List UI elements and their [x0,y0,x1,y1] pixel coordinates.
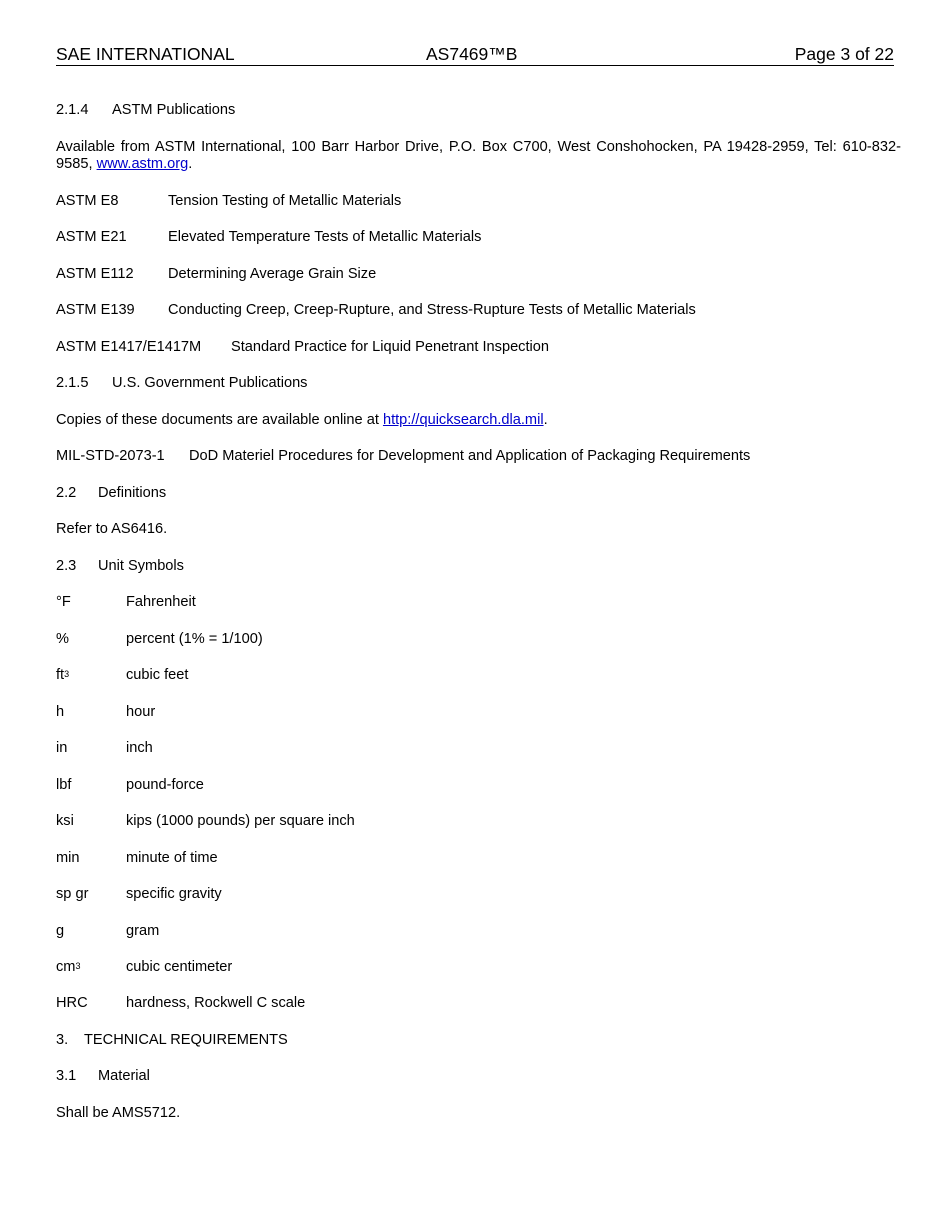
unit-row [56,923,160,940]
section-number: 2.1.4 [56,102,89,118]
unit-description: minute of time [126,850,218,866]
unit-row [56,594,196,611]
section-2-2-heading [56,485,167,502]
reference-row [56,266,377,283]
unit-row [56,631,263,648]
section-title: Material [98,1068,150,1084]
reference-title: Tension Testing of Metallic Materials [168,193,402,209]
section-2-1-5-heading [56,375,308,392]
header-org: SAE INTERNATIONAL [56,44,235,64]
unit-symbol: lbf [56,777,72,793]
reference-title: DoD Materiel Procedures for Development and Application of Packaging Requirements [189,448,751,464]
unit-row [56,777,204,794]
section-title: Definitions [98,485,167,501]
reference-code: ASTM E112 [56,266,134,282]
unit-description: cubic feet [126,667,189,683]
section-title: Unit Symbols [98,558,184,574]
reference-title: Determining Average Grain Size [168,266,377,282]
reference-title: Elevated Temperature Tests of Metallic Materials [168,229,482,245]
reference-title: Conducting Creep, Creep-Rupture, and Stress-Rupture Tests of Metallic Materials [168,302,696,318]
unit-description: gram [126,923,160,939]
unit-description: specific gravity [126,886,222,902]
unit-row [56,704,156,721]
unit-row [56,886,222,903]
unit-symbol: in [56,740,68,756]
unit-row [56,740,153,757]
unit-symbol: min [56,850,80,866]
reference-code: ASTM E139 [56,302,135,318]
unit-symbol: % [56,631,69,647]
unit-description: hardness, Rockwell C scale [126,995,306,1011]
material-text: Shall be AMS5712. [56,1105,181,1121]
unit-row [56,959,233,976]
unit-description: hour [126,704,156,720]
section-number: 2.3 [56,558,77,574]
reference-title: Standard Practice for Liquid Penetrant Inspection [231,339,550,355]
unit-description: kips (1000 pounds) per square inch [126,813,355,829]
reference-code: MIL-STD-2073-1 [56,448,165,464]
section-3-1-heading [56,1068,150,1085]
unit-row [56,995,306,1012]
reference-row [56,193,402,210]
astm-availability-paragraph: Available from ASTM International, 100 Barr Harbor Drive, P.O. Box C700, West Conshohocken, PA 19428-2959, Tel: 610-832-9585, www.astm.org. [56,139,901,172]
unit-description: cubic centimeter [126,959,233,975]
section-number: 3.1 [56,1068,77,1084]
unit-symbol: sp gr [56,886,89,902]
unit-description: percent (1% = 1/100) [126,631,263,647]
unit-symbol: °F [56,594,71,610]
reference-row [56,302,696,319]
unit-row [56,667,189,684]
section-number: 2.1.5 [56,375,89,391]
gov-copies-paragraph: Copies of these documents are available online at http://quicksearch.dla.mil. [56,412,548,428]
page-header [56,44,894,66]
unit-symbol: ksi [56,813,74,829]
unit-symbol: $cm^3$ [56,959,81,975]
unit-description: Fahrenheit [126,594,196,610]
unit-row [56,850,218,867]
unit-symbol: $ft^3$ [56,667,70,683]
section-number: 2.2 [56,485,77,501]
section-title: U.S. Government Publications [112,375,308,391]
unit-description: inch [126,740,153,756]
quicksearch-link[interactable]: http://quicksearch.dla.mil [382,412,544,428]
definitions-text: Refer to AS6416. [56,521,168,537]
reference-row [56,229,482,246]
reference-code: ASTM E8 [56,193,119,209]
astm-availability-text: Available from ASTM International, 100 Barr Harbor Drive, P.O. Box C700, West Conshohocken, PA 19428-2959, Tel: 610-832-9585, [56,139,901,172]
section-number: 3. [56,1032,69,1048]
section-2-1-4-heading [56,102,236,119]
unit-symbol: h [56,704,65,720]
section-3-heading [56,1032,288,1049]
unit-symbol: HRC [56,995,88,1011]
reference-code: ASTM E21 [56,229,127,245]
section-2-3-heading [56,558,184,575]
header-page-number: Page 3 of 22 [794,44,894,64]
reference-row [56,339,550,356]
section-title: ASTM Publications [112,102,236,118]
header-doc-number: AS7469™B [426,44,518,64]
astm-link[interactable]: www.astm.org [96,156,189,172]
reference-row [56,448,751,465]
reference-code: ASTM E1417/E1417M [56,339,202,355]
unit-description: pound-force [126,777,204,793]
unit-row [56,813,355,830]
unit-symbol: g [56,923,65,939]
gov-copies-text: Copies of these documents are available online at [56,412,383,428]
section-title: TECHNICAL REQUIREMENTS [84,1032,288,1048]
